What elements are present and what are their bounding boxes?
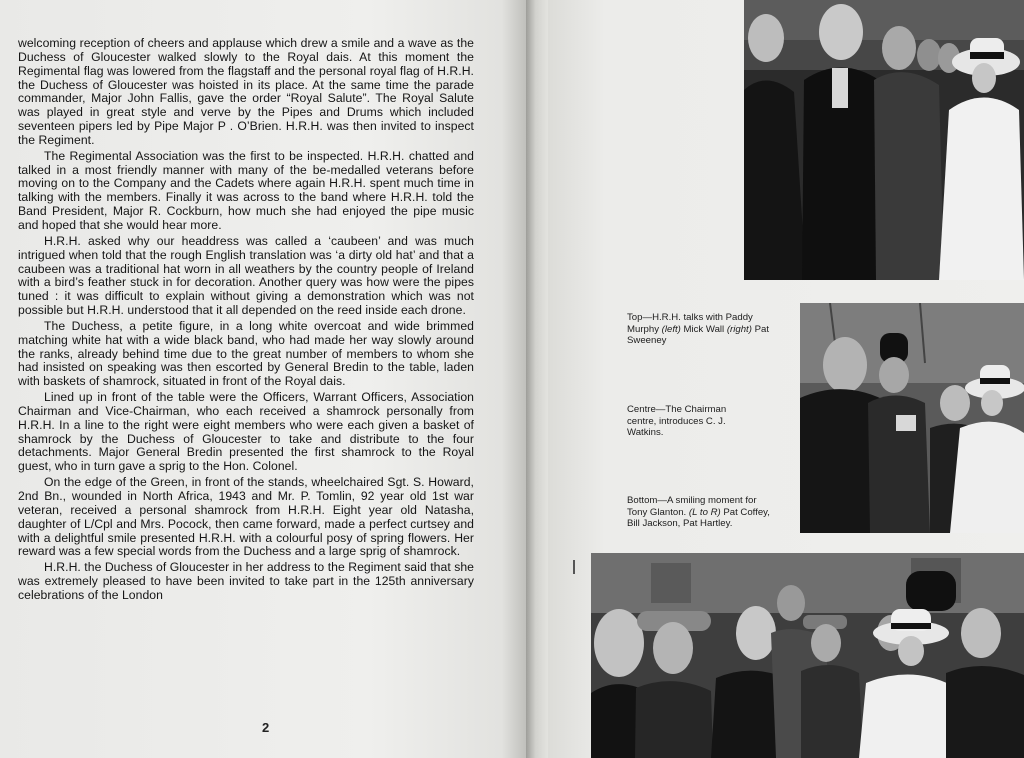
caption-centre: Centre—The Chairman centre, introduces C. J. Watkins. [627, 404, 727, 438]
caption-label: Bottom [627, 495, 658, 506]
photo-top [744, 0, 1024, 280]
page-gutter [526, 0, 550, 758]
paragraph: H.R.H. asked why our headdress was called a ‘caubeen’ and was much intrigued when told that the rough English translation was ‘a dirty old hat’ and that a caubeen was a traditional hat worn in all weathers by the country people of Ireland with a bird’s feather stuck in for decoration. Another query was how were the pipes tuned : it was difficult to explain without giving a demonstration which was not possible but H.R.H. understood that it all depended on the reed inside each drone. [18, 233, 474, 318]
paragraph: Lined up in front of the table were the Officers, Warrant Officers, Association Chairman and Vice-Chairman, who each received a shamrock personally from H.R.H. In a line to the right were eight members who were each given a basket of shamrock by the Duchess of Gloucester to take and distribute to the four detachments. Major General Bredin presented the first shamrock to the Royal guest, who in turn gave a sprig to the Hon. Colonel. [18, 390, 474, 474]
paragraph: welcoming reception of cheers and applause which drew a smile and a wave as the Duchess of Gloucester walked slowly to the Royal dais. At this moment the Regimental flag was lowered from the flagstaff and the personal royal flag of H.R.H. the Duchess of Gloucester was hoisted in its place. At the same time the parade commander, Major John Fallis, gave the order “Royal Salute”. The Royal Salute was played in great style and verve by the Pipes and Drums which included seventeen pipers led by Pipe Major P . O’Brien. H.R.H. was then invited to inspect the Regiment. [18, 36, 474, 147]
paragraph: H.R.H. the Duchess of Gloucester in her address to the Regiment said that she was extremely pleased to have been invited to take part in the 125th anniversary celebrations of the London [18, 560, 474, 602]
margin-mark [573, 560, 575, 574]
page-number: 2 [262, 720, 270, 735]
caption-label: Centre [627, 404, 656, 415]
paragraph: The Regimental Association was the first to be inspected. H.R.H. chatted and talked in a most friendly manner with many of the be-medalled veterans before moving on to the Company and the Cadets where again H.R.H. spent much time in talking with the members. Finally it was across to the band where H.R.H. told the Band President, Major R. Cockburn, how much she had enjoyed the pipe music and hoped that she would hear more. [18, 148, 474, 232]
paragraph: On the edge of the Green, in front of the stands, wheelchaired Sgt. S. Howard, 2nd Bn., wounded in North Africa, 1943 and Mr. P. Tomlin, 92 year old 1st war veteran, received a personal shamrock from H.R.H. Eight year old Natasha, daughter of L/Cpl and Mrs. Pocock, then came forward, made a perfect curtsey and with a delightful smile presented H.R.H. with a colourful posy of spring flowers. Her reward was a few special words from the Duchess and a large sprig of shamrock. [18, 475, 474, 559]
caption-top: Top—H.R.H. talks with Paddy Murphy (left) Mick Wall (right) Pat Sweeney [627, 312, 769, 346]
photo-centre [800, 303, 1024, 533]
caption-label: Top [627, 312, 643, 323]
article-text [18, 37, 474, 605]
paragraph: The Duchess, a petite figure, in a long white overcoat and wide brimmed matching white hat with a wide black band, who had made her way slowly around the ranks, already behind time due to the great number of members to whom she had insisted on speaking was then escorted by General Bredin to the table, laden with baskets of shamrock, situated in front of the Royal dais. [18, 318, 474, 389]
caption-bottom: Bottom—A smiling moment for Tony Glanton. (L to R) Pat Coffey, Bill Jackson, Pat Hartley. [627, 495, 770, 529]
photo-bottom [591, 553, 1024, 758]
